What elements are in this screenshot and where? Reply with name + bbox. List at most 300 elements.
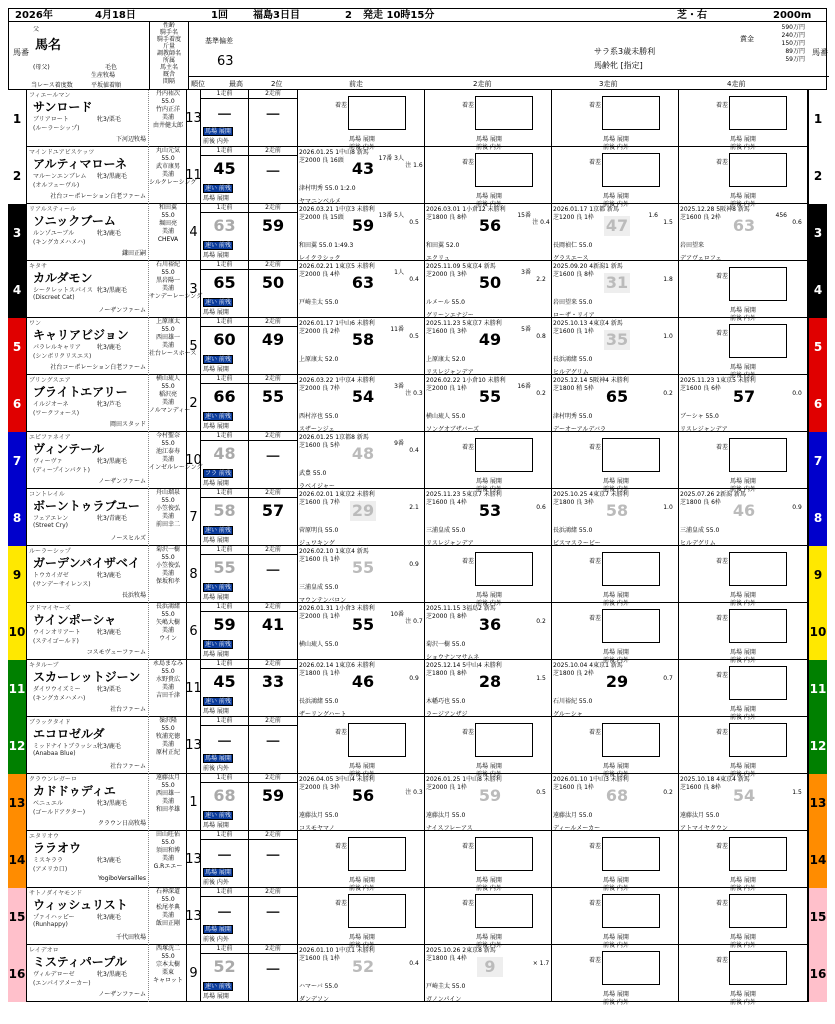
race-cond: 馬齢牝 [指定] xyxy=(594,61,643,70)
best-tags xyxy=(203,982,234,991)
owner: 保坂和孝 xyxy=(155,578,180,585)
jockey-column xyxy=(148,261,203,318)
past-race[interactable] xyxy=(298,945,425,1002)
breeder: 長浜牧場 xyxy=(121,592,146,599)
best-figure xyxy=(201,660,249,717)
prize-list xyxy=(751,24,805,64)
past-race[interactable] xyxy=(425,831,552,892)
jockey[interactable]: 嶺沢隆 xyxy=(158,717,177,724)
rank: 6 xyxy=(187,603,201,660)
horse-row[interactable] xyxy=(8,204,827,261)
horse-row[interactable] xyxy=(8,945,827,1006)
past-race[interactable] xyxy=(552,660,679,717)
blank-label: 着差 xyxy=(716,330,729,337)
past-race[interactable] xyxy=(298,489,425,546)
race-figure: 54 xyxy=(732,786,756,805)
past-race[interactable] xyxy=(552,546,679,607)
past-race[interactable] xyxy=(552,888,679,949)
jockey[interactable]: 遠藤汰月 xyxy=(155,774,180,781)
coat: 牝3/鹿毛 xyxy=(97,914,121,921)
venue-day: 福島3日目 xyxy=(253,10,300,21)
trainer: 竹内正洋 xyxy=(155,106,180,113)
past-race[interactable] xyxy=(298,261,425,318)
past-race[interactable] xyxy=(679,603,808,664)
race-margin: 0.4 xyxy=(409,447,419,454)
jockey-column xyxy=(148,90,187,147)
dam-info xyxy=(33,456,90,474)
race-class: サラ系3歳未勝利 xyxy=(594,47,656,56)
blank-form xyxy=(462,552,533,607)
horse-info xyxy=(27,546,187,603)
jockey[interactable]: 舟山瑠泉 xyxy=(155,489,180,496)
best-label: 1走前 xyxy=(201,318,248,327)
horse-row[interactable] xyxy=(8,375,827,432)
blank-cells-2: 前後 内外 xyxy=(476,144,502,151)
horse-name[interactable]: ウィッシュリスト xyxy=(33,898,128,912)
race-margin: 0.4 xyxy=(409,276,419,283)
horse-name[interactable]: ミスティパープル xyxy=(33,955,127,969)
horse-info xyxy=(27,204,187,261)
blank-form xyxy=(589,894,660,949)
hj-8: 間隔 xyxy=(162,78,175,85)
dam-sire: (エンパイアメーカー) xyxy=(33,980,91,987)
blank-form xyxy=(716,552,787,607)
best-tags-2: 馬場 展開 xyxy=(203,423,229,430)
best-value: 52 xyxy=(213,957,236,976)
race-class: 芝1600 良 1枠 xyxy=(553,784,594,791)
dam-info xyxy=(33,798,85,816)
stable: 美浦 xyxy=(161,627,174,634)
blank-cells: 馬場 展開 xyxy=(603,934,629,941)
blank-cells: 馬場 展開 xyxy=(730,991,756,998)
race-head: 2026.02.21 1東京5 未勝利 xyxy=(299,263,375,270)
race-winner: デアヴェロフェ xyxy=(680,255,722,262)
race-head: 2026.02.14 1東京6 未勝利 xyxy=(299,662,375,669)
owner: CHEVA xyxy=(157,236,179,243)
race-margin: 注 0.3 xyxy=(405,789,423,796)
blank-cells-2: 前後 内外 xyxy=(603,600,629,607)
past-race[interactable] xyxy=(425,261,552,318)
horse-name[interactable]: エコロゼルダ xyxy=(33,727,105,741)
past-race[interactable] xyxy=(298,717,425,778)
owner: ウイン xyxy=(159,635,177,642)
horse-name[interactable]: ボーントゥラブユー xyxy=(33,499,140,513)
rank: 8 xyxy=(187,546,201,603)
race-jockey: 岩田望来 xyxy=(680,242,705,249)
column-header xyxy=(8,22,827,90)
race-margin: 2.2 xyxy=(536,276,546,283)
past-race[interactable] xyxy=(552,831,679,892)
trainer: 堀田亮 xyxy=(158,220,177,227)
blank-cells-2: 前後 内外 xyxy=(730,942,756,949)
blank-form xyxy=(462,894,533,949)
past-race[interactable] xyxy=(298,147,425,204)
blank-cells-2: 前後 内外 xyxy=(603,942,629,949)
past-race[interactable] xyxy=(298,90,425,151)
horse-name[interactable]: ブライトエアリー xyxy=(33,385,128,399)
best-label: 1走前 xyxy=(201,375,248,384)
best-value: 59 xyxy=(213,615,236,634)
blank-cells: 馬場 展開 xyxy=(349,877,375,884)
blank-cells-2: 前後 内外 xyxy=(476,486,502,493)
past-race[interactable] xyxy=(425,204,552,261)
horse-number: 5 xyxy=(8,318,27,375)
dam-name: パラレルキャリア xyxy=(33,344,81,351)
past-race[interactable] xyxy=(425,489,552,546)
race-winner: ザーリングハート xyxy=(299,711,347,718)
dam-info xyxy=(33,513,68,529)
trainer: 小笠俊弘 xyxy=(155,505,180,512)
horse-number: 1 xyxy=(808,90,827,147)
horse-number: 6 xyxy=(8,375,27,432)
past-race[interactable] xyxy=(552,774,679,831)
race-jockey: 長浜鴻緒 55.0 xyxy=(553,527,593,534)
jockey[interactable]: 丹内祐次 xyxy=(155,90,180,97)
past-race[interactable] xyxy=(298,375,425,432)
rank: 1 xyxy=(187,774,201,831)
second-label: 2走前 xyxy=(249,888,297,897)
past-race[interactable] xyxy=(552,90,679,151)
horse-info xyxy=(27,261,203,318)
blank-form xyxy=(589,153,660,208)
jockey[interactable]: 横山琉人 xyxy=(155,375,180,382)
blank-label: 着差 xyxy=(716,102,729,109)
jockey[interactable]: 石川裕紀 xyxy=(155,261,180,268)
blank-cells: 馬場 展開 xyxy=(603,136,629,143)
horse-number: 13 xyxy=(8,774,27,831)
past-race[interactable] xyxy=(298,318,425,375)
race-winner: ラージアンザジ xyxy=(426,711,468,718)
race-jockey: 戸崎圭太 55.0 xyxy=(426,983,466,990)
horse-name[interactable]: ヴィンテール xyxy=(33,442,105,456)
best-value: 63 xyxy=(213,216,236,235)
race-jockey: 三浦皇成 55.0 xyxy=(299,584,339,591)
race-head: 2026.01.10 1中山3 未勝利 xyxy=(553,776,629,783)
race-head: 2025.12.28 5阪神8 新馬 xyxy=(680,206,750,213)
past-race[interactable] xyxy=(679,888,808,949)
past-race[interactable] xyxy=(425,888,552,949)
past-race[interactable] xyxy=(679,375,808,432)
sire-name: アドマイヤーズ xyxy=(29,605,71,612)
jockey[interactable]: 西塚洸二 xyxy=(155,945,180,952)
blank-form xyxy=(335,894,406,949)
trainer: 武市康男 xyxy=(155,163,180,170)
best-tags-2: 馬場 展開 xyxy=(203,252,229,259)
race-jockey: 横山琉人 55.0 xyxy=(426,413,466,420)
past-race[interactable] xyxy=(425,660,552,717)
race-class: 芝1600 良 2枠 xyxy=(680,214,721,221)
past-race[interactable] xyxy=(425,318,552,375)
best-tags xyxy=(203,640,234,649)
second-figure xyxy=(249,261,298,318)
dam-name: ヴィーヴァ xyxy=(33,458,63,465)
weight: 55.0 xyxy=(161,611,175,618)
race-class: 芝2000 良 7枠 xyxy=(299,385,340,392)
jockey[interactable]: 長浜鴻緒 xyxy=(155,603,180,610)
best-tags-2: 馬場 展開 xyxy=(203,366,229,373)
past-race[interactable] xyxy=(552,717,679,778)
blank-label: 着差 xyxy=(716,558,729,565)
race-class: 芝1200 良 1枠 xyxy=(553,214,594,221)
blank-form xyxy=(462,153,533,208)
sire-name: ワン xyxy=(29,320,42,327)
blank-form xyxy=(716,951,787,1006)
race-winner: ガノンパイン xyxy=(426,996,462,1003)
race-jockey: 津村明秀 55.0 xyxy=(553,413,593,420)
jockey[interactable]: 永島まなみ xyxy=(152,660,183,667)
best-value: 68 xyxy=(213,786,236,805)
race-figure: 59 xyxy=(478,786,502,805)
blank-label: 着差 xyxy=(335,843,348,850)
blank-form xyxy=(716,723,787,778)
horse-row[interactable] xyxy=(8,489,827,546)
past-race[interactable] xyxy=(679,660,808,721)
stable: 美浦 xyxy=(161,741,174,748)
prize-2: 240万円 xyxy=(781,32,805,39)
sire-name: エタリオウ xyxy=(29,833,59,840)
past-race[interactable] xyxy=(425,90,552,151)
blank-form xyxy=(716,438,787,493)
horse-name[interactable]: ソニックブーム xyxy=(33,214,116,228)
blank-label: 着差 xyxy=(462,102,475,109)
best-label: 1走前 xyxy=(201,831,248,840)
hj-2: 騎手着度 xyxy=(156,36,181,43)
past-race[interactable] xyxy=(298,204,425,261)
trainer: 小笠俊弘 xyxy=(155,562,180,569)
trainer: 松尾孝典 xyxy=(155,904,180,911)
race-margin: 0.2 xyxy=(663,390,673,397)
best-value: 45 xyxy=(213,159,236,178)
blank-label: 着差 xyxy=(589,843,602,850)
dam-info xyxy=(33,684,85,702)
best-label: 1走前 xyxy=(201,603,248,612)
past-race[interactable] xyxy=(425,432,552,493)
best-tags xyxy=(203,355,234,364)
blank-form xyxy=(462,438,533,493)
rank: 7 xyxy=(187,489,201,546)
best-tags xyxy=(203,754,234,763)
past-race[interactable] xyxy=(425,945,552,1002)
horse-name[interactable]: スカーレットジーン xyxy=(33,670,141,684)
blank-label: 着差 xyxy=(589,444,602,451)
blank-cells: 馬場 展開 xyxy=(730,763,756,770)
race-winner: リスレジャンデア xyxy=(426,369,474,376)
tag-1: 速い 前残 xyxy=(205,527,231,534)
race-margin: 0.9 xyxy=(409,561,419,568)
race-class: 芝1800 良 2枠 xyxy=(553,670,594,677)
horse-name[interactable]: ガーデンバイザベイ xyxy=(33,556,140,570)
race-margin: 注 0.4 xyxy=(532,219,550,226)
past-race[interactable] xyxy=(552,147,679,208)
second-label: 2走前 xyxy=(249,774,297,783)
past-race[interactable] xyxy=(679,489,808,546)
past-race[interactable] xyxy=(298,603,425,660)
race-class: 芝2000 良 15頭 xyxy=(299,214,344,221)
race-winner: ディールメーカー xyxy=(553,825,601,832)
owner: キャロット xyxy=(153,977,183,984)
blank-cells-2: 前後 内外 xyxy=(349,942,375,949)
blank-label: 着差 xyxy=(716,672,729,679)
past-race[interactable] xyxy=(298,432,425,489)
race-jockey: 上原康太 52.0 xyxy=(426,356,466,363)
jockey[interactable]: 石神深道 xyxy=(155,888,180,895)
past-race[interactable] xyxy=(425,546,552,607)
jockey[interactable]: 田山旺佑 xyxy=(155,831,180,838)
past-race[interactable] xyxy=(425,375,552,432)
dam-name: ベニュエル xyxy=(33,800,64,807)
race-figure: 58 xyxy=(605,501,629,520)
jockey[interactable]: 菊沢一樹 xyxy=(155,546,180,553)
sire-name: サトノダイヤモンド xyxy=(29,890,83,897)
jockey-column xyxy=(148,546,187,603)
race-head: 2026.01.25 1中山8 新馬 xyxy=(299,149,369,156)
weight: 55.0 xyxy=(161,326,175,333)
rank: 5 xyxy=(187,318,201,375)
past-race[interactable] xyxy=(425,603,552,660)
race-head: 2025.11.23 5東京7 未勝利 xyxy=(426,491,502,498)
past-race[interactable] xyxy=(679,432,808,493)
race-class: 芝2000 良 2枠 xyxy=(299,328,340,335)
coat: 牝3/栗毛 xyxy=(97,116,121,123)
past-race[interactable] xyxy=(679,774,808,831)
weight: 55.0 xyxy=(161,383,175,390)
horse-info xyxy=(27,717,187,774)
past-race[interactable] xyxy=(552,489,679,546)
stable: 美浦 xyxy=(161,456,174,463)
horse-name[interactable]: キャリアビジョン xyxy=(33,328,129,342)
rank: 2 xyxy=(187,375,201,432)
prize-label: 賞金 xyxy=(740,35,754,43)
horse-name[interactable]: ララオウ xyxy=(33,841,82,855)
race-head: 2026.03.01 1小倉12 未勝利 xyxy=(426,206,506,213)
best-figure xyxy=(201,90,249,147)
hj-3: 斤量 xyxy=(162,43,175,50)
past-race[interactable] xyxy=(552,945,679,1006)
best-value: 66 xyxy=(213,387,236,406)
race-class: 芝1600 良 7枠 xyxy=(299,499,340,506)
past-race[interactable] xyxy=(552,432,679,493)
past-race[interactable] xyxy=(298,546,425,603)
past-race[interactable] xyxy=(679,945,808,1006)
dam-name: ミスキララ xyxy=(33,857,64,864)
best-tags xyxy=(203,811,234,820)
past-race[interactable] xyxy=(552,318,679,375)
jockey[interactable]: 上原康太 xyxy=(155,318,180,325)
horse-number: 12 xyxy=(808,717,827,774)
dam-sire: (ディープインパクト) xyxy=(33,467,90,474)
race-class: 芝1800 良 1枠 xyxy=(299,670,340,677)
dam-info xyxy=(33,912,75,928)
best-value: － xyxy=(216,732,233,751)
dam-sire: (ワークフォース) xyxy=(33,410,80,417)
race-winner: ラベイジャー xyxy=(299,483,335,490)
past-race[interactable] xyxy=(425,147,552,208)
blank-cells-2: 前後 内外 xyxy=(730,486,756,493)
horse-name[interactable]: カドドゥディエ xyxy=(33,784,116,798)
past-race[interactable] xyxy=(679,147,808,208)
horse-name[interactable]: サンロード xyxy=(33,100,93,114)
past-race[interactable] xyxy=(679,204,808,261)
sire-name: コントレイル xyxy=(29,491,65,498)
second-label: 2走前 xyxy=(249,945,297,954)
rank: 11 xyxy=(187,660,201,717)
second-label: 2走前 xyxy=(249,318,297,327)
sire-name: ブリングスエア xyxy=(29,377,71,384)
horse-info xyxy=(27,318,197,375)
race-winner: ソングオブザバーズ xyxy=(426,426,480,433)
race-title-bar xyxy=(8,8,827,22)
horse-name[interactable]: アルティマローネ xyxy=(33,157,127,171)
hdr-prev3: 3走前 xyxy=(599,80,618,88)
past-race[interactable] xyxy=(298,831,425,892)
horse-name[interactable]: カルダモン xyxy=(33,271,93,285)
blank-cells-2: 前後 内外 xyxy=(476,600,502,607)
best-label: 1走前 xyxy=(201,945,248,954)
past-race[interactable] xyxy=(679,546,808,607)
sire-name: エピファネイア xyxy=(29,434,71,441)
past-race[interactable] xyxy=(552,375,679,432)
past-race[interactable] xyxy=(552,603,679,664)
jockey[interactable]: 和田翼 xyxy=(158,204,177,211)
rank: 13 xyxy=(187,831,201,888)
second-figure xyxy=(249,375,298,432)
hj-5: 所属 xyxy=(162,57,175,64)
distance: 2000m xyxy=(773,10,812,21)
jockey-column xyxy=(148,831,187,888)
dam-sire: (Street Cry) xyxy=(33,522,69,529)
weight: 55.0 xyxy=(161,839,175,846)
past-race[interactable] xyxy=(425,717,552,778)
date: 4月18日 xyxy=(95,10,136,21)
horse-name[interactable]: ウインポーシャ xyxy=(33,613,117,627)
prize-5: 59万円 xyxy=(785,56,805,63)
past-race[interactable] xyxy=(679,261,808,322)
best-tags-2: 馬場 展開 xyxy=(203,651,229,658)
race-jockey: 横山琉人 55.0 xyxy=(299,641,339,648)
race-position: 1.6 xyxy=(648,212,658,219)
blank-cells-2: 前後 内外 xyxy=(603,885,629,892)
past-race[interactable] xyxy=(298,660,425,717)
jockey[interactable]: 今村聖奈 xyxy=(155,432,180,439)
best-label: 1走前 xyxy=(201,888,248,897)
past-race[interactable] xyxy=(552,261,679,318)
header-std: 基準偏差 xyxy=(205,37,233,45)
jockey[interactable]: 丸山元気 xyxy=(155,147,180,154)
past-race[interactable] xyxy=(425,774,552,831)
race-head: 2025.10.25 4東京7 未勝利 xyxy=(553,491,629,498)
race-jockey: 長岡禎仁 55.0 xyxy=(553,242,593,249)
blank-form xyxy=(589,552,660,607)
blank-label: 着差 xyxy=(335,102,348,109)
weight: 55.0 xyxy=(161,212,175,219)
weight: 55.0 xyxy=(161,98,175,105)
past-race[interactable] xyxy=(552,204,679,261)
past-race[interactable] xyxy=(679,318,808,379)
past-race[interactable] xyxy=(679,90,808,151)
past-race[interactable] xyxy=(679,831,808,892)
race-margin: 1.5 xyxy=(663,219,673,226)
blank-label: 着差 xyxy=(716,957,729,964)
horse-row[interactable] xyxy=(8,774,827,831)
race-figure: 29 xyxy=(351,501,375,520)
past-race[interactable] xyxy=(298,888,425,949)
race-margin: 0.4 xyxy=(409,960,419,967)
past-race[interactable] xyxy=(298,774,425,831)
past-race[interactable] xyxy=(679,717,808,778)
race-margin: 1.8 xyxy=(663,276,673,283)
best-label: 1走前 xyxy=(201,261,248,270)
race-figure: 50 xyxy=(478,273,502,292)
